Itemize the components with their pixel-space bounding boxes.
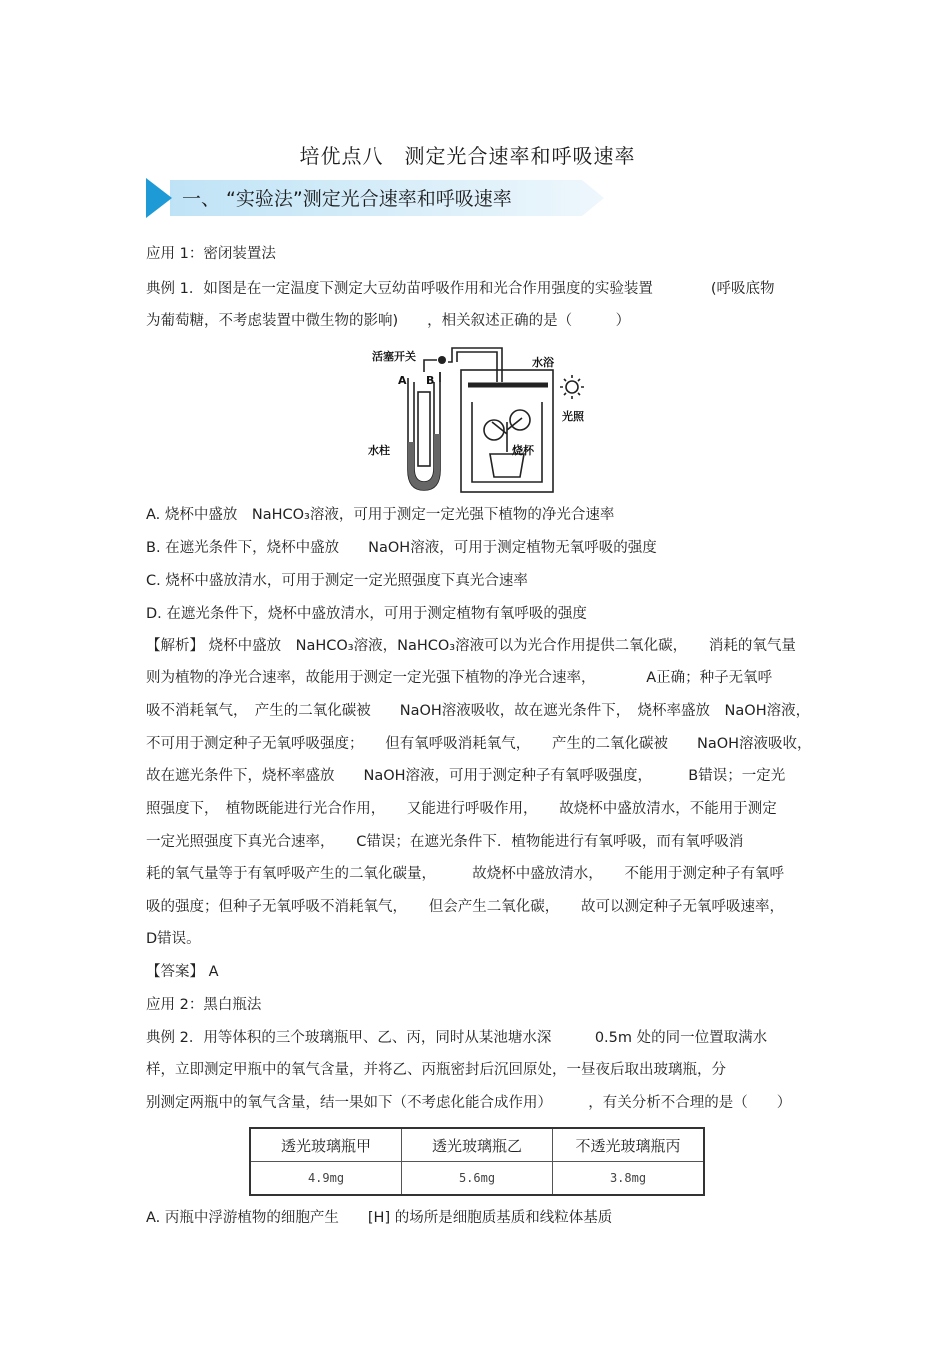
analysis-line: D错误。 bbox=[146, 931, 201, 947]
text-line: 应用 1：密闭装置法 bbox=[146, 246, 276, 262]
label-beaker: 烧杯 bbox=[512, 444, 534, 457]
analysis-line: 照强度下， 植物既能进行光合作用， 又能进行呼吸作用， 故烧杯中盛放清水，不能用于测定 bbox=[146, 801, 777, 817]
option-b: B. 在遮光条件下，烧杯中盛放 NaOH溶液，可用于测定植物无氧呼吸的强度 bbox=[146, 540, 657, 556]
section-banner bbox=[146, 178, 606, 218]
section-heading: 一、 “实验法”测定光合速率和呼吸速率 bbox=[182, 188, 512, 210]
oxygen-result-table bbox=[249, 1127, 705, 1196]
text-line: 样，立即测定甲瓶中的氧气含量，并将乙、丙瓶密封后沉回原处，一昼夜后取出玻璃瓶，分 bbox=[146, 1062, 726, 1078]
option-a-2: A. 丙瓶中浮游植物的细胞产生 [H] 的场所是细胞质基质和线粒体基质 bbox=[146, 1210, 613, 1226]
analysis-line: 【解析】 烧杯中盛放 NaHCO₃溶液，NaHCO₃溶液可以为光合作用提供二氧化碳， 消耗的氧气量 bbox=[146, 638, 796, 654]
table-header-cell: 透光玻璃瓶乙 bbox=[402, 1128, 553, 1162]
table-cell: 3.8mg bbox=[553, 1162, 705, 1196]
analysis-line: 吸不消耗氧气， 产生的二氧化碳被 NaOH溶液吸收，故在遮光条件下， 烧杯率盛放 NaOH溶液， bbox=[146, 703, 811, 719]
label-a: A bbox=[398, 374, 407, 387]
table-row bbox=[250, 1162, 704, 1196]
banner-arrow-icon bbox=[146, 178, 172, 218]
text-line: 典例 2．用等体积的三个玻璃瓶甲、乙、丙，同时从某池塘水深 0.5m 处的同一位置取满水 bbox=[146, 1030, 768, 1046]
table-cell: 4.9mg bbox=[250, 1162, 402, 1196]
label-light: 光照 bbox=[562, 410, 584, 423]
answer-line: 【答案】 A bbox=[146, 964, 219, 980]
text-line: 应用 2：黑白瓶法 bbox=[146, 997, 262, 1013]
label-valve: 活塞开关 bbox=[372, 350, 416, 363]
table-cell: 5.6mg bbox=[402, 1162, 553, 1196]
text-line: 别测定两瓶中的氧气含量，结一果如下（不考虑化能合成作用） ，有关分析不合理的是（ ） bbox=[146, 1095, 792, 1111]
analysis-line: 吸的强度；但种子无氧呼吸不消耗氧气， 但会产生二氧化碳， 故可以测定种子无氧呼吸速率， bbox=[146, 899, 784, 915]
analysis-line: 则为植物的净光合速率，故能用于测定一定光强下植物的净光合速率， A正确；种子无氧呼 bbox=[146, 670, 773, 686]
text-line: 为葡萄糖，不考虑装置中微生物的影响) ，相关叙述正确的是（ ） bbox=[146, 313, 631, 329]
option-a: A. 烧杯中盛放 NaHCO₃溶液，可用于测定一定光强下植物的净光合速率 bbox=[146, 507, 615, 523]
experiment-apparatus-figure bbox=[362, 342, 592, 498]
analysis-line: 不可用于测定种子无氧呼吸强度； 但有氧呼吸消耗氧气， 产生的二氧化碳被 NaOH溶液吸收， bbox=[146, 736, 812, 752]
label-water-bath: 水浴 bbox=[532, 356, 554, 369]
text-line: 典例 1．如图是在一定温度下测定大豆幼苗呼吸作用和光合作用强度的实验装置 (呼吸底物 bbox=[146, 281, 775, 297]
analysis-line: 耗的氧气量等于有氧呼吸产生的二氧化碳量， 故烧杯中盛放清水， 不能用于测定种子有氧呼 bbox=[146, 866, 784, 882]
valve-icon bbox=[438, 356, 446, 364]
option-c: C. 烧杯中盛放清水，可用于测定一定光照强度下真光合速率 bbox=[146, 573, 528, 589]
analysis-line: 故在遮光条件下，烧杯率盛放 NaOH溶液，可用于测定种子有氧呼吸强度， B错误；一定光 bbox=[146, 768, 786, 784]
table-header-cell: 透光玻璃瓶甲 bbox=[250, 1128, 402, 1162]
page-title: 培优点八 测定光合速率和呼吸速率 bbox=[299, 144, 636, 168]
analysis-line: 一定光照强度下真光合速率， C错误；在遮光条件下．植物能进行有氧呼吸，而有氧呼吸消 bbox=[146, 834, 744, 850]
table-header-cell: 不透光玻璃瓶丙 bbox=[553, 1128, 705, 1162]
option-d: D. 在遮光条件下，烧杯中盛放清水，可用于测定植物有氧呼吸的强度 bbox=[146, 606, 587, 622]
label-water-column: 水柱 bbox=[368, 444, 390, 457]
label-b: B bbox=[426, 374, 435, 387]
table-row bbox=[250, 1128, 704, 1162]
